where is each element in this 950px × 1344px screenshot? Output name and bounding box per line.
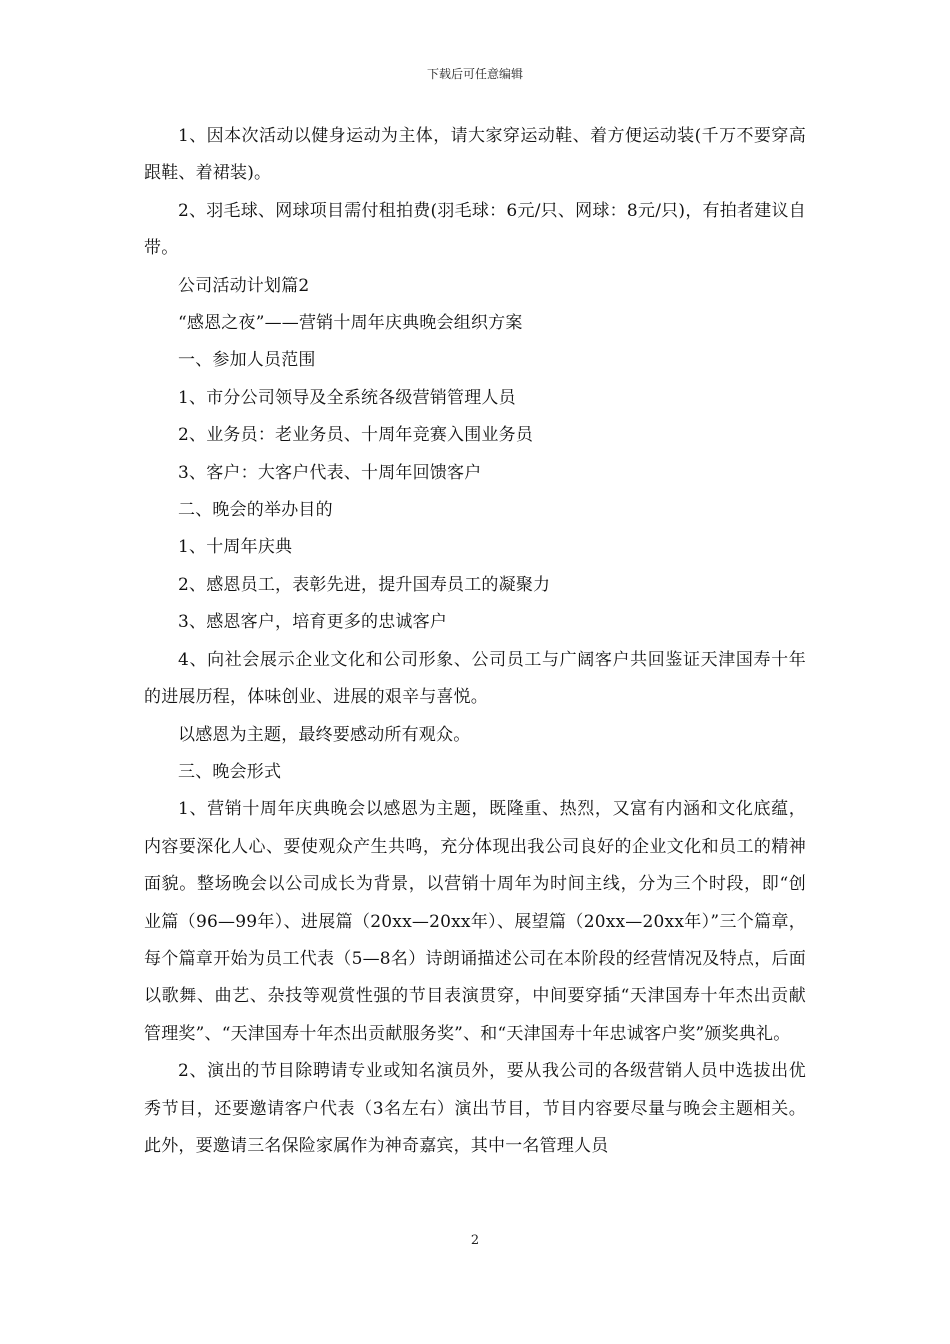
paragraph: 2、羽毛球、网球项目需付租拍费(羽毛球：6元/只、网球：8元/只)，有拍者建议自带。 xyxy=(144,200,806,259)
list-item: 3、感恩客户，培育更多的忠诚客户 xyxy=(178,612,448,633)
paragraph: 2、演出的节目除聘请专业或知名演员外，要从我公司的各级营销人员中选拔出优秀节目，还要邀请客户代表（3名左右）演出节目，节目内容要尽量与晚会主题相关。此外，要邀请三名保险家属作为神奇嘉宾，其中一名管理人员 xyxy=(144,1061,806,1156)
paragraph: 1、营销十周年庆典晚会以感恩为主题，既隆重、热烈，又富有内涵和文化底蕴，内容要深化人心、要使观众产生共鸣，充分体现出我公司良好的企业文化和员工的精神面貌。整场晚会以公司成长为背景，以营销十周年为时间主线，分为三个时段，即“创业篇（96—99年）、进展篇（20xx—20xx年）、展望篇（20xx—20xx年）”三个篇章，每个篇章开始为员工代表（5—8名）诗朗诵描述公司在本阶段的经营情况及特点，后面以歌舞、曲艺、杂技等观赏性强的节目表演贯穿，中间要穿插“天津国寿十年杰出贡献管理奖”、“天津国寿十年杰出贡献服务奖”、和“天津国寿十年忠诚客户奖”颁奖典礼。 xyxy=(144,799,806,1044)
paragraph: 1、因本次活动以健身运动为主体，请大家穿运动鞋、着方便运动装(千万不要穿高跟鞋、着裙装)。 xyxy=(144,126,806,184)
section-title: 公司活动计划篇2 xyxy=(178,275,310,296)
document-body xyxy=(144,118,806,1165)
page-header-note: 下载后可任意编辑 xyxy=(426,67,523,81)
list-item: 1、十周年庆典 xyxy=(178,537,293,558)
list-item: 1、市分公司领导及全系统各级营销管理人员 xyxy=(178,387,516,408)
list-item: 2、感恩员工，表彰先进，提升国寿员工的凝聚力 xyxy=(178,574,551,595)
page-number: 2 xyxy=(470,1233,480,1248)
section-heading: 三、晚会形式 xyxy=(178,761,282,782)
document-subtitle: “感恩之夜”——营销十周年庆典晚会组织方案 xyxy=(178,313,523,334)
section-heading: 一、参加人员范围 xyxy=(178,350,316,371)
paragraph: 以感恩为主题，最终要感动所有观众。 xyxy=(178,724,471,745)
section-heading: 二、晚会的举办目的 xyxy=(178,500,333,521)
list-item: 2、业务员：老业务员、十周年竞赛入围业务员 xyxy=(178,425,534,446)
list-item: 4、向社会展示企业文化和公司形象、公司员工与广阔客户共回鉴证天津国寿十年的进展历程，体味创业、进展的艰辛与喜悦。 xyxy=(144,649,806,708)
list-item: 3、客户：大客户代表、十周年回馈客户 xyxy=(178,462,482,483)
